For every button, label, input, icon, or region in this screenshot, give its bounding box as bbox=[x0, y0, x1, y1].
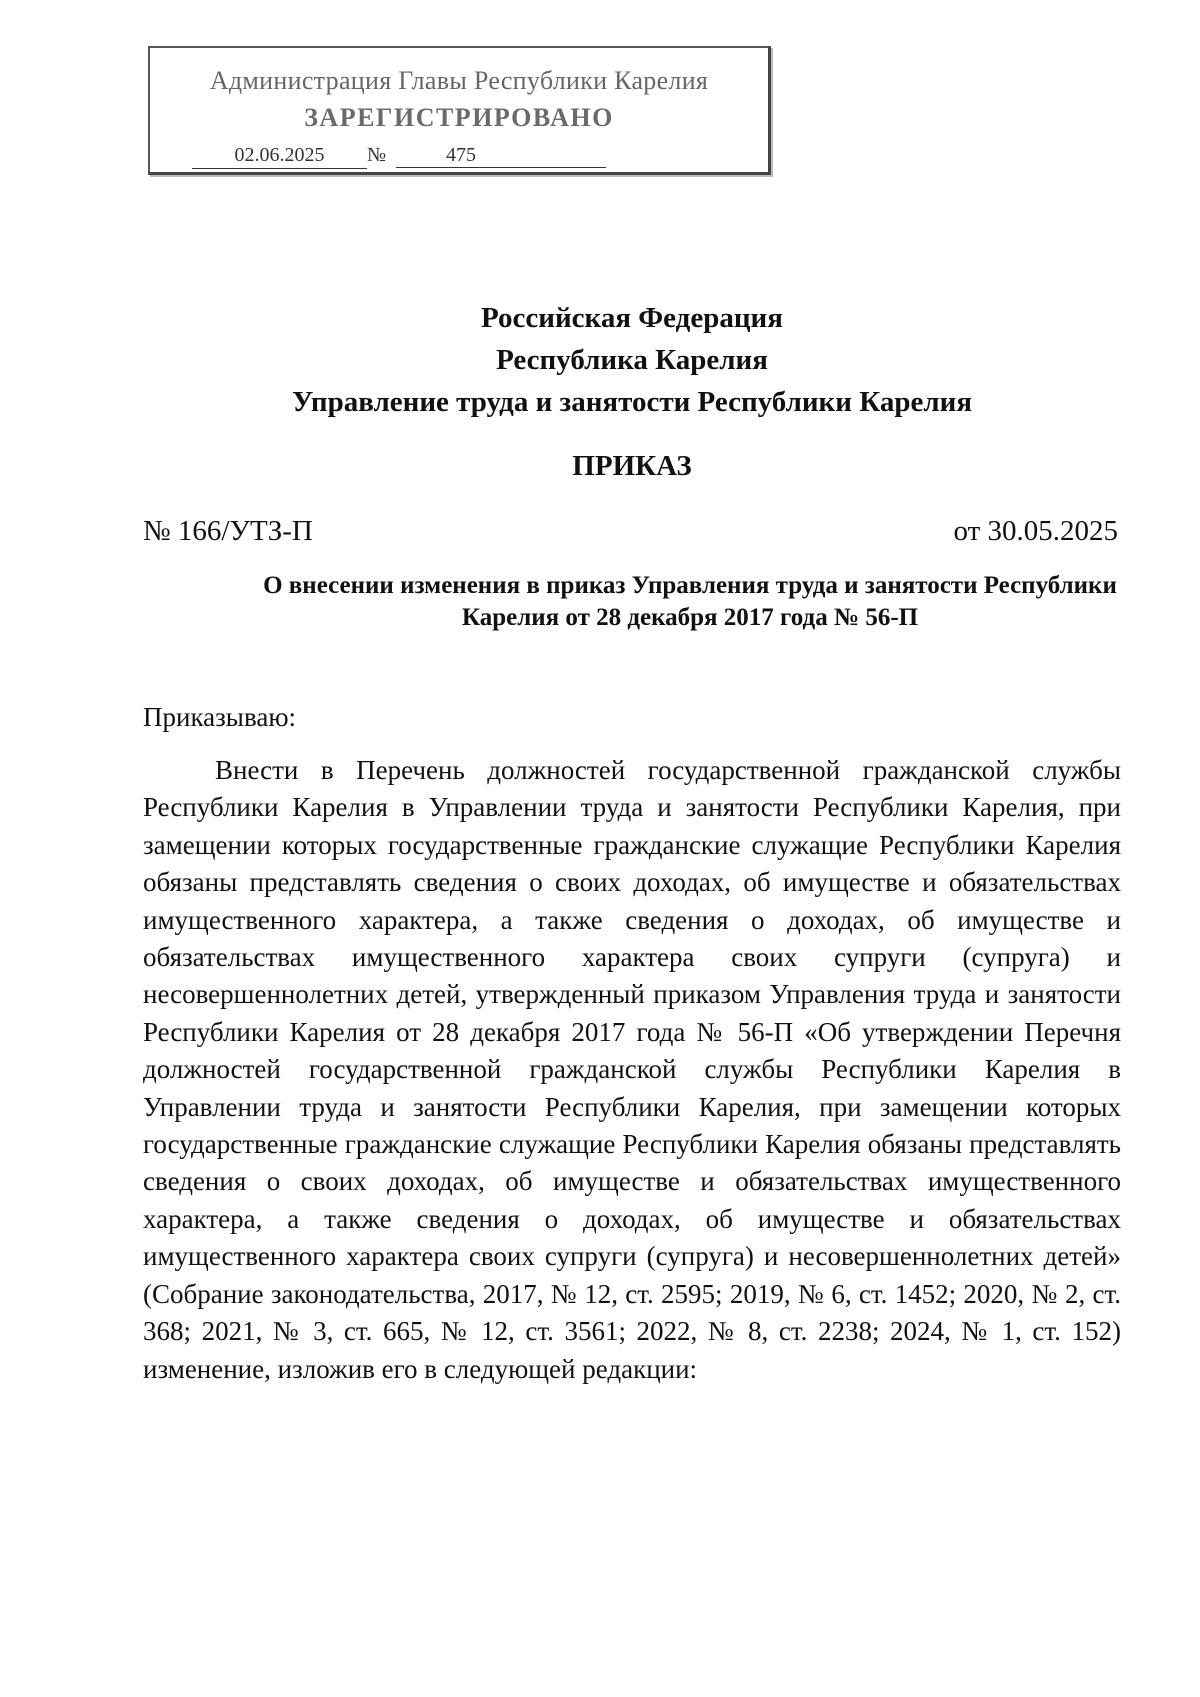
registration-stamp bbox=[148, 46, 771, 175]
order-subject: О внесении изменения в приказ Управления труда и занятости Республики Карелия от 28 декабря 2017 года № 56-П bbox=[263, 572, 1117, 631]
order-body-paragraph: Внести в Перечень должностей государственной гражданской службы Республики Карелия в Управлении труда и занятости Республики Карелия, при замещении которых государственные гражданские служащие Республики Карелия обязаны представлять сведения о своих доходах, об имуществе и обязательствах имущественного характера, а также сведения о доходах, об имуществе и обязательствах имущественного характера своих супруги (супруга) и несовершеннолетних детей, утвержденный приказом Управления труда и занятости Республики Карелия от 28 декабря 2017 года № 56-П «Об утверждении Перечня должностей государственной гражданской службы Республики Карелия в Управлении труда и занятости Республики Карелия, при замещении которых государственные гражданские служащие Республики Карелия обязаны представлять сведения о своих доходах, об имуществе и обязательствах имущественного характера, а также сведения о доходах, об имуществе и обязательствах имущественного характера своих супруги (супруга) и несовершеннолетних детей» (Собрание законодательства, 2017, № 12, ст. 2595; 2019, № 6, ст. 1452; 2020, № 2, ст. 368; 2021, № 3, ст. 665, № 12, ст. 3561; 2022, № 8, ст. 2238; 2024, № 1, ст. 152) изменение, изложив его в следующей редакции: bbox=[143, 755, 1121, 1384]
header-agency: Управление труда и занятости Республики Карелия bbox=[291, 386, 973, 418]
order-number: № 166/УТЗ-П bbox=[143, 515, 313, 547]
stamp-registration-line bbox=[192, 142, 606, 172]
stamp-number: 475 bbox=[396, 142, 606, 168]
order-directive-word: Приказываю: bbox=[143, 702, 296, 732]
header-republic: Республика Карелия bbox=[496, 344, 768, 376]
header-country: Российская Федерация bbox=[481, 302, 783, 334]
order-date: от 30.05.2025 bbox=[953, 515, 1118, 547]
document-title: ПРИКАЗ bbox=[572, 450, 692, 482]
stamp-date: 02.06.2025 bbox=[192, 142, 367, 169]
stamp-status: ЗАРЕГИСТРИРОВАНО bbox=[304, 103, 614, 132]
stamp-organization: Администрация Главы Республики Карелия bbox=[209, 66, 709, 95]
stamp-number-sign: № bbox=[367, 144, 387, 166]
